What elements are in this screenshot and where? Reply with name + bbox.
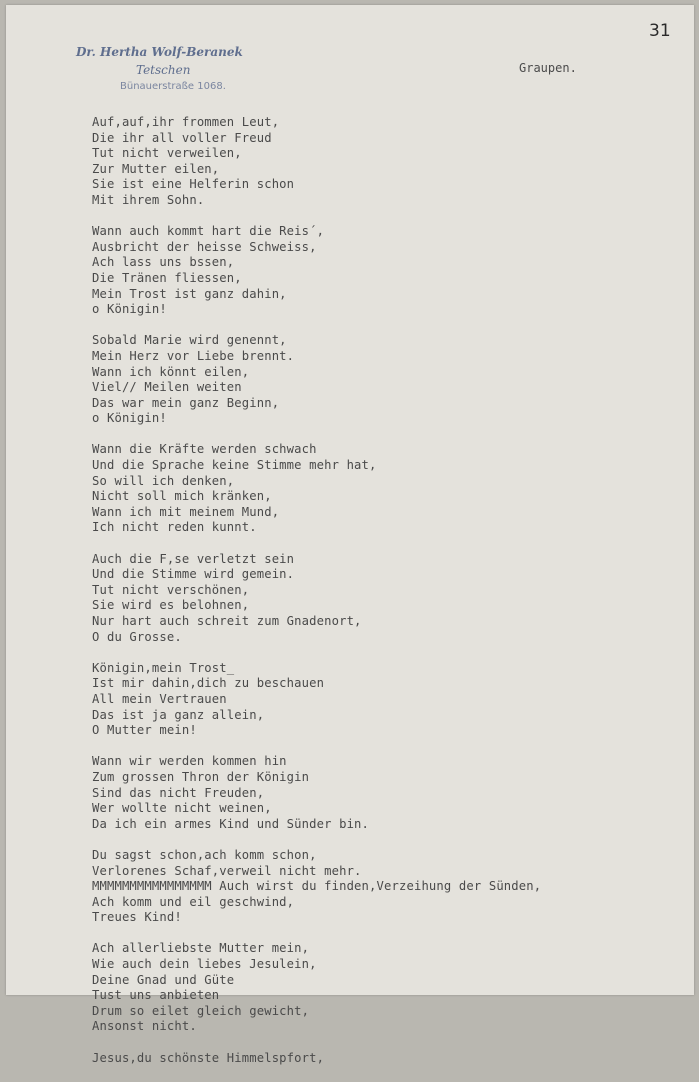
poem-line: Ausbricht der heisse Schweiss,: [92, 239, 317, 254]
poem-line: Die ihr all voller Freud: [92, 130, 272, 145]
poem-line: Auf,auf,ihr frommen Leut,: [92, 115, 280, 129]
poem-line: Ansonst nicht.: [92, 1019, 197, 1034]
poem-line: Tust uns anbieten: [92, 988, 220, 1003]
poem-line: Das ist ja ganz allein,: [92, 707, 265, 722]
poem-line: Und die Stimme wird gemein.: [92, 567, 295, 582]
poem-line: Wann wir werden kommen hin: [92, 754, 287, 769]
page-number: 31: [649, 21, 671, 41]
poem-line: Sobald Marie wird genennt,: [92, 333, 287, 348]
stanza: [92, 941, 541, 1035]
poem-line: Ach komm und eil geschwind,: [92, 894, 295, 909]
place-heading: Graupen.: [519, 61, 577, 75]
stanza: [92, 442, 541, 536]
stanza: [92, 661, 541, 739]
poem-line: Sind das nicht Freuden,: [92, 785, 265, 800]
poem-line: Das war mein ganz Beginn,: [92, 395, 280, 410]
poem-line: Du sagst schon,ach komm schon,: [92, 847, 317, 862]
poem-line: Sie ist eine Helferin schon: [92, 177, 295, 192]
poem-line: Sie wird es belohnen,: [92, 598, 250, 613]
poem-line: Und die Sprache keine Stimme mehr hat,: [92, 458, 377, 473]
poem-line: Zur Mutter eilen,: [92, 161, 220, 176]
poem-line: Zum grossen Thron der Königin: [92, 769, 310, 784]
document-page: [6, 5, 694, 1065]
stanza: [92, 754, 541, 832]
poem-line: Ach allerliebste Mutter mein,: [92, 941, 310, 956]
stanza: [92, 1051, 541, 1067]
poem-line: o Königin!: [92, 302, 167, 317]
poem-line: Königin,mein Trost_: [92, 660, 235, 675]
poem-line: Jesus,du schönste Himmelspfort,: [92, 1050, 325, 1065]
poem-line: Nicht soll mich kränken,: [92, 489, 272, 504]
stanza: [92, 333, 541, 427]
poem-line: Treues Kind!: [92, 910, 182, 925]
poem-line: So will ich denken,: [92, 473, 235, 488]
poem-line: Mit ihrem Sohn.: [92, 192, 205, 207]
poem-line: All mein Vertrauen: [92, 691, 227, 706]
poem-line: Wann ich mit meinem Mund,: [92, 504, 280, 519]
poem-line: Wann die Kräfte werden schwach: [92, 442, 317, 457]
poem-line: Deine Gnad und Güte: [92, 972, 235, 987]
poem-line: Die Tränen fliessen,: [92, 270, 242, 285]
poem-line: Drum so eilet gleich gewicht,: [92, 1003, 310, 1018]
stanza: [92, 848, 541, 926]
poem-line: Tut nicht verschönen,: [92, 582, 250, 597]
poem-line: Mein Trost ist ganz dahin,: [92, 286, 287, 301]
poem-line: MMMMMMMMMMMMMMMM Auch wirst du finden,Verzeihung der Sünden,: [92, 879, 542, 894]
poem-line: O du Grosse.: [92, 629, 182, 644]
stanza: [92, 552, 541, 646]
stanza: [92, 115, 541, 209]
poem-line: Mein Herz vor Liebe brennt.: [92, 348, 295, 363]
stanza: [92, 224, 541, 318]
poem-line: Viel// Meilen weiten: [92, 380, 242, 395]
letterhead-street: Bünauerstraße 1068.: [120, 81, 226, 92]
poem-line: Verlorenes Schaf,verweil nicht mehr.: [92, 863, 362, 878]
poem-line: Wie auch dein liebes Jesulein,: [92, 957, 317, 972]
poem-line: O Mutter mein!: [92, 723, 197, 738]
poem-line: Ist mir dahin,dich zu beschauen: [92, 676, 325, 691]
poem-line: Ach lass uns bssen,: [92, 255, 235, 270]
poem-line: Tut nicht verweilen,: [92, 146, 242, 161]
poem-line: Auch die F,se verletzt sein: [92, 551, 295, 566]
poem-line: o Königin!: [92, 411, 167, 426]
poem-line: Wann auch kommt hart die Reis´,: [92, 224, 325, 239]
poem-line: Nur hart auch schreit zum Gnadenort,: [92, 614, 362, 628]
poem-line: Wann ich könnt eilen,: [92, 364, 250, 379]
letterhead-city: Tetschen: [136, 63, 191, 77]
poem-line: Wer wollte nicht weinen,: [92, 801, 272, 816]
poem-line: Ich nicht reden kunnt.: [92, 520, 257, 535]
poem-body: [92, 115, 541, 1082]
letterhead-name: Dr. Hertha Wolf-Beranek: [76, 45, 243, 59]
poem-line: Da ich ein armes Kind und Sünder bin.: [92, 816, 370, 831]
